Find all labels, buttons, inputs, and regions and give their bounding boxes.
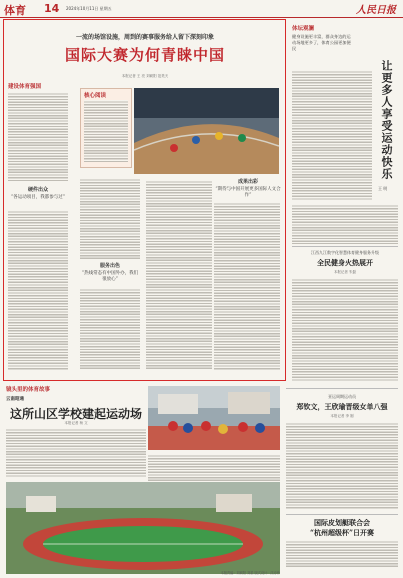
- page-number: 14: [44, 2, 60, 15]
- subhead-hardware-quote: “各运动项目，我都参与过”: [10, 195, 66, 200]
- right-author: 王 明: [378, 186, 388, 191]
- text-column: [8, 92, 68, 182]
- right-headline2: 全民健身火热展开: [317, 258, 373, 267]
- core-reading-title: 核心阅读: [84, 93, 107, 99]
- feature-byline: 本报记者 王 亮 刘硕阳 范昊天: [121, 74, 169, 78]
- bottom-location: 云南昭通: [6, 397, 24, 402]
- students-illustration: [148, 386, 280, 450]
- newspaper-logo: 人民日报: [356, 5, 396, 16]
- text-column: [148, 454, 280, 482]
- students-photo: [148, 386, 280, 450]
- editor-line: 本版责编：刘硕阳 刘星 版式设计：沈亦伶: [220, 571, 280, 575]
- subhead-service-quote: “热线常态有中国外办，我们很放心”: [81, 271, 139, 282]
- masthead: [0, 0, 403, 18]
- bottom-right-headline2: 国际皮划艇联合会: [314, 518, 370, 527]
- bottom-byline: 本报记者 杨 文: [64, 421, 88, 425]
- text-column: [286, 540, 398, 568]
- section-name: 体育: [4, 4, 26, 17]
- subhead-results-quote: “期待与中国开展更多国际人文合作”: [215, 187, 281, 198]
- sports-field-photo: [6, 482, 280, 574]
- sports-field-illustration: [6, 482, 280, 574]
- subhead-results: 成果出彩: [237, 179, 258, 185]
- right-kicker2: 江西九江数字化智慧体育健身服务升级: [311, 250, 379, 255]
- right-byline2: 本报记者 朱磊: [333, 270, 357, 274]
- subhead-service: 服务出色: [99, 263, 120, 269]
- velodrome-photo: [134, 88, 279, 174]
- text-column: [292, 278, 398, 382]
- text-column: [292, 70, 372, 200]
- text-column: [146, 180, 212, 370]
- core-reading-text: [84, 100, 128, 162]
- section-tag-left: 建设体育强国: [8, 84, 42, 90]
- subhead-hardware: 硬件出众: [27, 187, 48, 193]
- text-column: [80, 178, 140, 260]
- text-column: [292, 204, 398, 244]
- bottom-right-byline: 本报记者 李 刚: [330, 414, 354, 418]
- text-column: [80, 288, 140, 370]
- right-vertical-title: 让更多人享受运动快乐: [380, 60, 393, 180]
- text-column: [286, 422, 398, 510]
- text-column: [6, 428, 146, 478]
- velodrome-illustration: [134, 88, 279, 174]
- bottom-right-kicker: 亚运周期运动员: [328, 394, 356, 399]
- divider: [286, 514, 398, 515]
- section-tag-bottom: 镜头里的体育故事: [6, 387, 51, 393]
- section-tag-right: 体坛观澜: [292, 26, 315, 32]
- text-column: [214, 202, 280, 370]
- divider: [286, 388, 398, 389]
- right-intro: 健身设施更丰富，群众身边的运动场地更多了，体育公园更加便民: [292, 34, 351, 51]
- text-column: [8, 210, 68, 370]
- bottom-right-headline: 郑钦文，王欣瑜晋级女单八强: [296, 402, 388, 411]
- bottom-headline: 这所山区学校建起运动场: [9, 407, 142, 421]
- bottom-right-headline2b: “杭州超级杯”日开赛: [309, 528, 375, 537]
- feature-kicker: 一流的场馆设施，周到的赛事服务给人留下深刻印象: [75, 34, 214, 41]
- divider: [292, 246, 398, 247]
- feature-headline: 国际大赛为何青睐中国: [64, 46, 225, 64]
- date-line: 2024年10月11日 星期五: [66, 6, 112, 11]
